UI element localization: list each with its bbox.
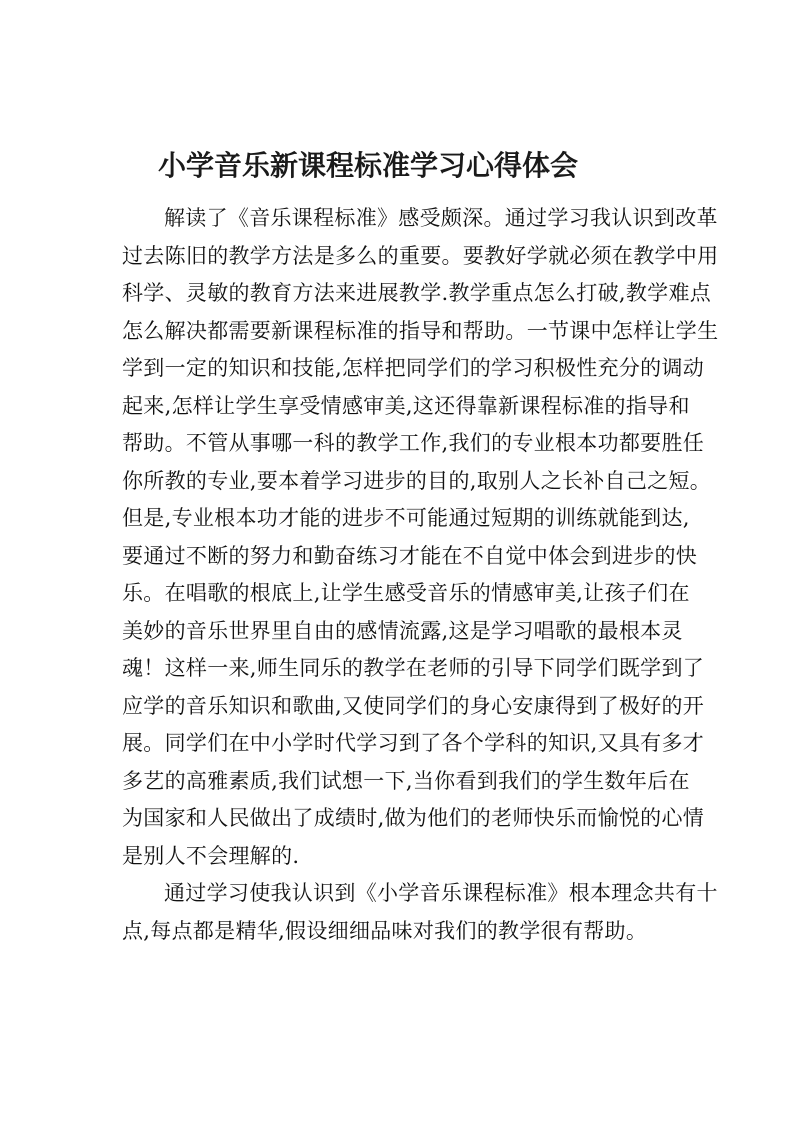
text-line: 乐。在唱歌的根底上,让学生感受音乐的情感审美,让孩子们在 xyxy=(122,581,690,605)
text-line: 展。同学们在中小学时代学习到了各个学科的知识,又具有多才 xyxy=(122,731,705,755)
text-line: 但是,专业根本功才能的进步不可能通过短期的训练就能到达, xyxy=(122,506,690,530)
text-line: 你所教的专业,要本着学习进步的目的,取别人之长补自己之短。 xyxy=(122,468,712,493)
text-line: 要通过不断的努力和勤奋练习才能在不自觉中体会到进步的快 xyxy=(122,543,698,568)
text-line: 起来,怎样让学生享受情感审美,这还得靠新课程标准的指导和 xyxy=(122,393,690,418)
text-line: 多艺的高雅素质,我们试想一下,当你看到我们的学生数年后在 xyxy=(122,768,690,793)
text-line: 为国家和人民做出了成绩时,做为他们的老师快乐而愉悦的心情 xyxy=(122,806,705,830)
text-line: 应学的音乐知识和歌曲,又使同学们的身心安康得到了极好的开 xyxy=(122,693,705,718)
text-line: 解读了《音乐课程标准》感受颇深。通过学习我认识到改革 xyxy=(164,206,718,230)
text-line: 魂！这样一来,师生同乐的教学在老师的引导下同学们既学到了 xyxy=(122,656,705,680)
text-line: 科学、灵敏的教育方法来进展教学.教学重点怎么打破,教学难点 xyxy=(122,281,712,305)
text-line: 是别人不会理解的. xyxy=(122,843,300,868)
text-line: 过去陈旧的教学方法是多么的重要。要教好学就必须在教学中用 xyxy=(122,243,719,268)
text-line: 帮助。不管从事哪一科的教学工作,我们的专业根本功都要胜任 xyxy=(122,431,705,455)
text-line: 通过学习使我认识到《小学音乐课程标准》根本理念共有十 xyxy=(164,881,718,905)
text-line: 学到一定的知识和技能,怎样把同学们的学习积极性充分的调动 xyxy=(122,356,705,380)
text-line: 美妙的音乐世界里自由的感情流露,这是学习唱歌的最根本灵 xyxy=(122,618,683,643)
paragraph-1 xyxy=(122,200,719,875)
text-line: 点,每点都是精华,假设细细品味对我们的教学很有帮助。 xyxy=(122,918,648,943)
document-body xyxy=(122,200,719,950)
paragraph-2 xyxy=(122,875,718,950)
text-line: 怎么解决都需要新课程标准的指导和帮助。一节课中怎样让学生 xyxy=(122,318,719,343)
document-title: 小学音乐新课程标准学习心得体会 xyxy=(158,149,579,182)
